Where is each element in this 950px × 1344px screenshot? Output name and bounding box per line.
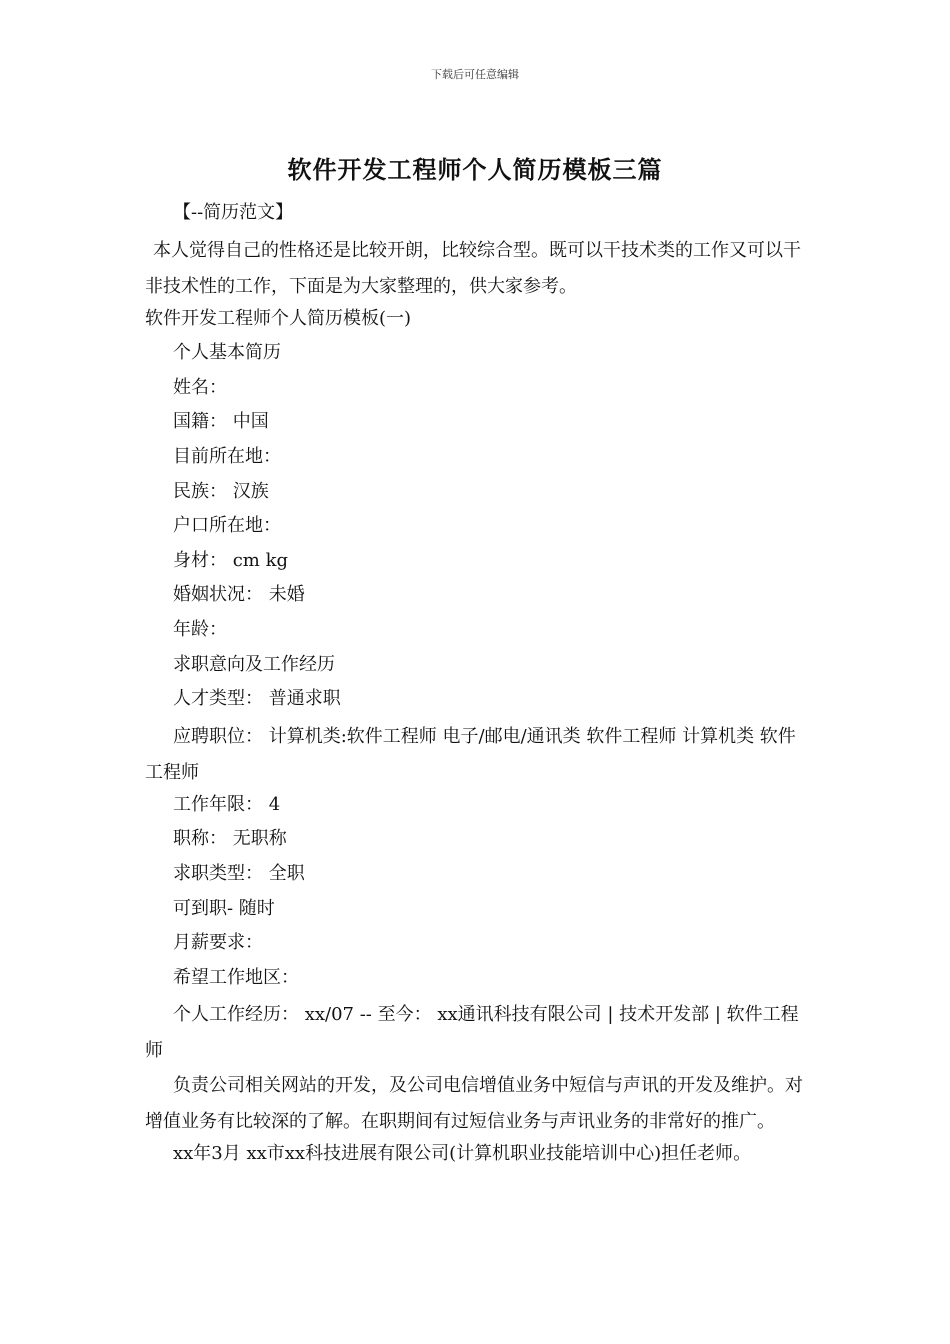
field-work-experience: 个人工作经历： xx/07 -- 至今： xx通讯科技有限公司 | 技术开发部 | 软件工程师: [145, 1004, 799, 1062]
resume-sample-tag: 【--简历范文】: [173, 202, 294, 223]
intro-paragraph: 本人觉得自己的性格还是比较开朗，比较综合型。既可以干技术类的工作又可以干非技术性的工作，下面是为大家整理的，供大家参考。: [145, 239, 801, 297]
field-talent-type: 人才类型： 普通求职: [173, 688, 341, 710]
teaching-experience: xx年3月 xx市xx科技进展有限公司(计算机职业技能培训中心)担任老师。: [173, 1143, 752, 1165]
field-age: 年龄：: [173, 618, 227, 640]
field-nationality: 国籍： 中国: [173, 411, 269, 433]
field-title: 职称： 无职称: [173, 828, 287, 850]
field-preferred-region: 希望工作地区：: [173, 966, 299, 988]
field-name: 姓名：: [173, 376, 227, 398]
subheading-job-intent: 求职意向及工作经历: [173, 653, 335, 675]
field-availability: 可到职- 随时: [173, 897, 275, 919]
document-title: 软件开发工程师个人简历模板三篇: [287, 155, 663, 184]
field-current-location: 目前所在地：: [173, 445, 281, 467]
field-marital-status: 婚姻状况： 未婚: [173, 584, 305, 606]
subheading-basic-info: 个人基本简历: [173, 342, 281, 364]
header-note: 下载后可任意编辑: [431, 68, 519, 81]
field-ethnicity: 民族： 汉族: [173, 480, 269, 502]
field-household-registration: 户口所在地：: [173, 515, 281, 537]
field-applied-position: 应聘职位： 计算机类:软件工程师 电子/邮电/通讯类 软件工程师 计算机类 软件工程师: [145, 725, 796, 783]
field-salary: 月薪要求：: [173, 932, 263, 954]
section-heading: 软件开发工程师个人简历模板(一): [145, 307, 412, 329]
field-work-years: 工作年限： 4: [173, 793, 281, 815]
field-height-weight: 身材： cm kg: [173, 549, 289, 571]
experience-description: 负责公司相关网站的开发，及公司电信增值业务中短信与声讯的开发及维护。对增值业务有比较深的了解。在职期间有过短信业务与声讯业务的非常好的推广。: [145, 1075, 803, 1133]
field-job-type: 求职类型： 全职: [173, 862, 305, 884]
document-body: [145, 198, 810, 1174]
